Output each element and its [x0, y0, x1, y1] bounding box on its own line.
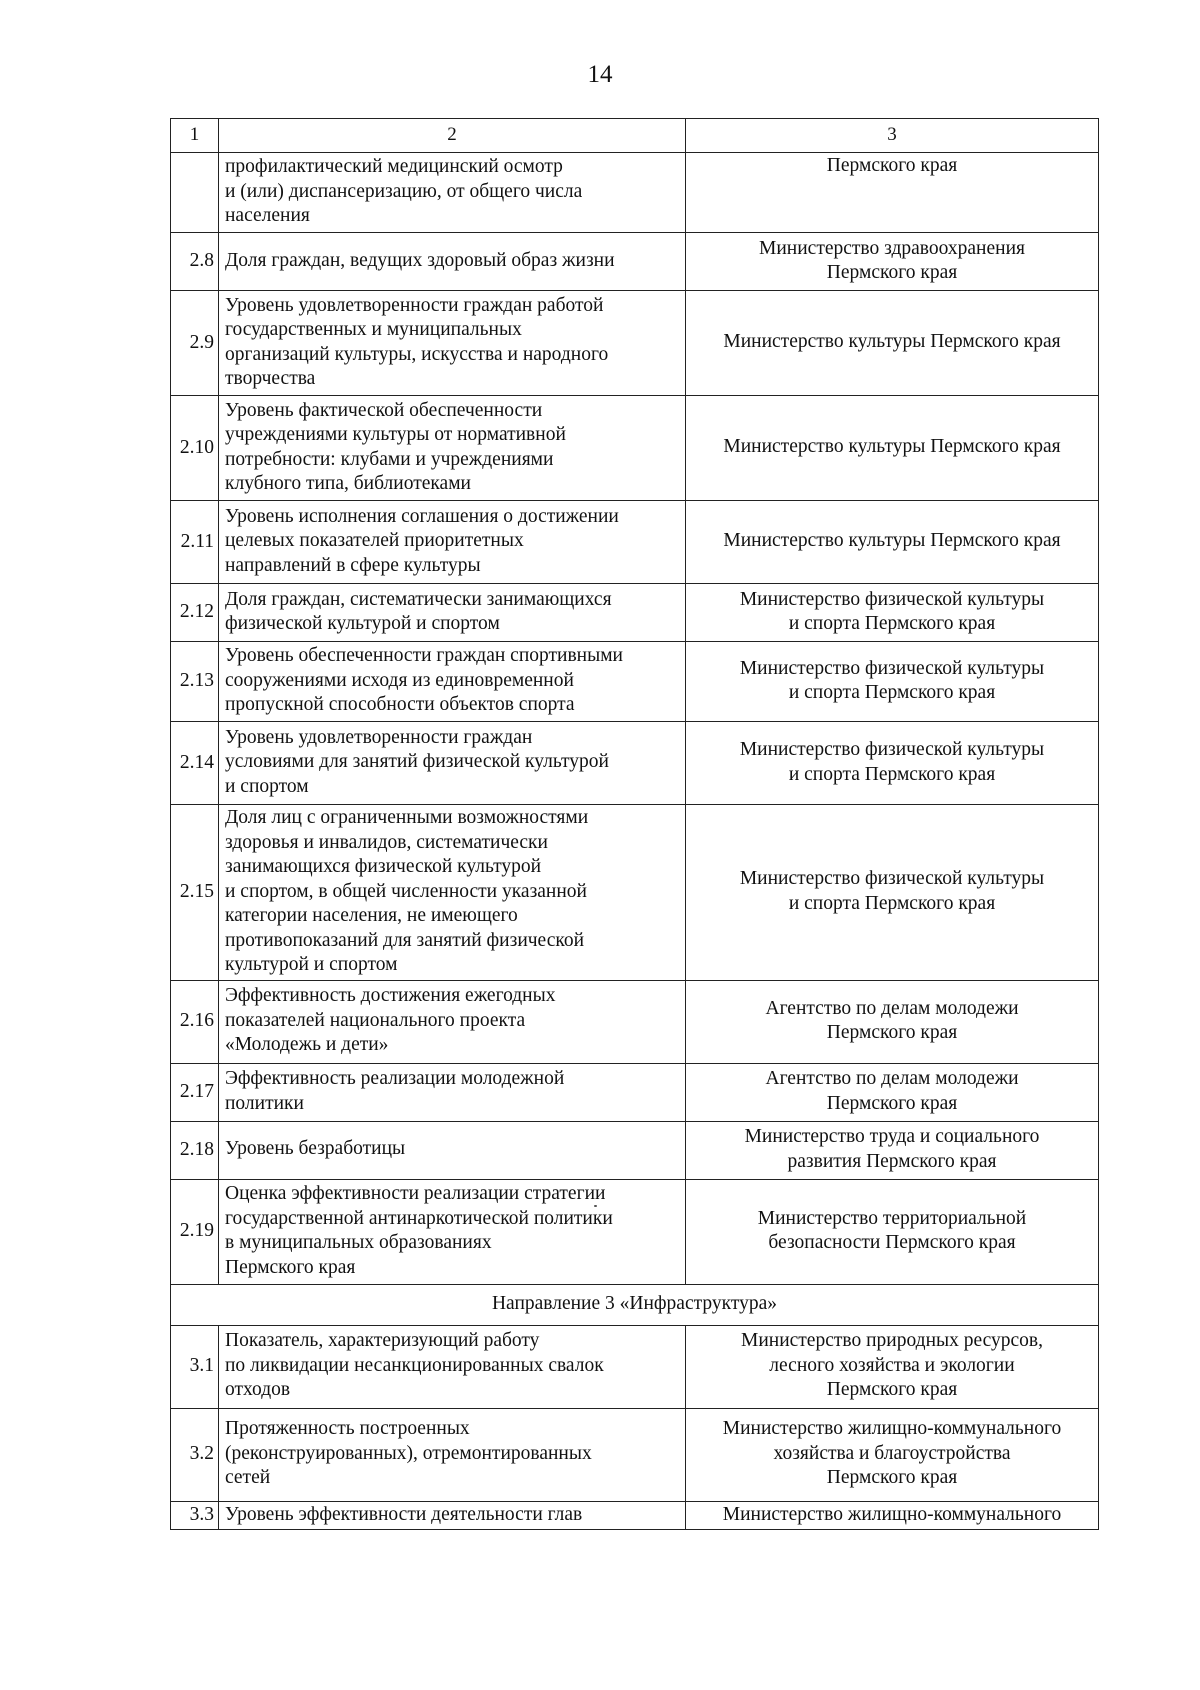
table-row: [171, 396, 1099, 501]
indicator-cell: Уровень удовлетворенности граждан условиями для занятий физической культурой и спортом: [219, 722, 686, 805]
indicator-cell: Уровень эффективности деятельности глав: [219, 1501, 686, 1530]
row-number: 2.11: [171, 501, 219, 584]
indicator-cell: Доля граждан, систематически занимающихся физической культурой и спортом: [219, 584, 686, 642]
indicator-cell: Доля лиц с ограниченными возможностями здоровья и инвалидов, систематически занимающихся физической культурой и спортом, в общей численности указанной категории населения, не имеющего противопоказаний для занятий физической культурой и спортом: [219, 805, 686, 981]
row-number: 2.10: [171, 396, 219, 501]
row-number: 2.18: [171, 1121, 219, 1179]
indicator-cell: Уровень безработицы: [219, 1121, 686, 1179]
header-col-1: 1: [171, 119, 219, 153]
table-row: [171, 642, 1099, 722]
row-number: 2.14: [171, 722, 219, 805]
table-row: [171, 233, 1099, 291]
row-number: 2.13: [171, 642, 219, 722]
table-row: [171, 805, 1099, 981]
responsible-cell: Министерство физической культуры и спорта Пермского края: [686, 722, 1099, 805]
responsible-cell: Министерство территориальной безопасности Пермского края: [686, 1179, 1099, 1284]
indicator-cell: Уровень удовлетворенности граждан работой государственных и муниципальных организаций культуры, искусства и народного творчества: [219, 291, 686, 396]
row-number: 3.2: [171, 1408, 219, 1501]
responsible-cell: Министерство культуры Пермского края: [686, 291, 1099, 396]
table-row: [171, 722, 1099, 805]
responsible-cell: Министерство природных ресурсов, лесного хозяйства и экологии Пермского края: [686, 1325, 1099, 1408]
responsible-cell: Министерство культуры Пермского края: [686, 501, 1099, 584]
row-number: 2.19: [171, 1179, 219, 1284]
row-number: [171, 153, 219, 233]
table-row: [171, 980, 1099, 1063]
indicators-table: [170, 118, 1099, 1530]
table-row: [171, 501, 1099, 584]
responsible-cell: Министерство труда и социального развития Пермского края: [686, 1121, 1099, 1179]
table-body: [171, 119, 1099, 1530]
table-row: [171, 153, 1099, 233]
responsible-cell: Министерство физической культуры и спорта Пермского края: [686, 642, 1099, 722]
responsible-cell: Министерство культуры Пермского края: [686, 396, 1099, 501]
table-row: [171, 1501, 1099, 1530]
row-number: 2.15: [171, 805, 219, 981]
indicator-cell: Оценка эффективности реализации стратегии государственной антинаркотической политики в муниципальных образованиях Пермского края: [219, 1179, 686, 1284]
table-row: [171, 1121, 1099, 1179]
row-number: 3.1: [171, 1325, 219, 1408]
row-number: 2.16: [171, 980, 219, 1063]
table-header-row: [171, 119, 1099, 153]
table-row: [171, 1408, 1099, 1501]
responsible-cell: Агентство по делам молодежи Пермского края: [686, 1063, 1099, 1121]
row-number: 3.3: [171, 1501, 219, 1530]
responsible-cell: Пермского края: [686, 153, 1099, 233]
responsible-cell: Министерство жилищно-коммунального: [686, 1501, 1099, 1530]
responsible-cell: Агентство по делам молодежи Пермского края: [686, 980, 1099, 1063]
responsible-cell: Министерство здравоохранения Пермского края: [686, 233, 1099, 291]
indicator-cell: Уровень обеспеченности граждан спортивными сооружениями исходя из единовременной пропускной способности объектов спорта: [219, 642, 686, 722]
table-row: [171, 1063, 1099, 1121]
row-number: 2.17: [171, 1063, 219, 1121]
indicator-cell: Показатель, характеризующий работу по ликвидации несанкционированных свалок отходов: [219, 1325, 686, 1408]
section-title: Направление 3 «Инфраструктура»: [171, 1284, 1099, 1325]
row-number: 2.8: [171, 233, 219, 291]
table-row: [171, 1325, 1099, 1408]
responsible-cell: Министерство жилищно-коммунального хозяйства и благоустройства Пермского края: [686, 1408, 1099, 1501]
indicator-cell: Протяженность построенных (реконструированных), отремонтированных сетей: [219, 1408, 686, 1501]
table-row: [171, 291, 1099, 396]
header-col-3: 3: [686, 119, 1099, 153]
responsible-cell: Министерство физической культуры и спорта Пермского края: [686, 584, 1099, 642]
table-row: [171, 1179, 1099, 1284]
row-number: 2.9: [171, 291, 219, 396]
indicator-cell: Уровень исполнения соглашения о достижении целевых показателей приоритетных направлений в сфере культуры: [219, 501, 686, 584]
indicator-cell: Уровень фактической обеспеченности учреждениями культуры от нормативной потребности: клубами и учреждениями клубного типа, библиотеками: [219, 396, 686, 501]
responsible-cell: Министерство физической культуры и спорта Пермского края: [686, 805, 1099, 981]
header-col-2: 2: [219, 119, 686, 153]
scan-speck: [594, 1205, 597, 1207]
section-row: [171, 1284, 1099, 1325]
page-number: 14: [587, 61, 613, 88]
indicator-cell: Эффективность достижения ежегодных показателей национального проекта «Молодежь и дети»: [219, 980, 686, 1063]
indicator-cell: Доля граждан, ведущих здоровый образ жизни: [219, 233, 686, 291]
table-row: [171, 584, 1099, 642]
row-number: 2.12: [171, 584, 219, 642]
indicator-cell: профилактический медицинский осмотр и (или) диспансеризацию, от общего числа населения: [219, 153, 686, 233]
indicator-cell: Эффективность реализации молодежной политики: [219, 1063, 686, 1121]
